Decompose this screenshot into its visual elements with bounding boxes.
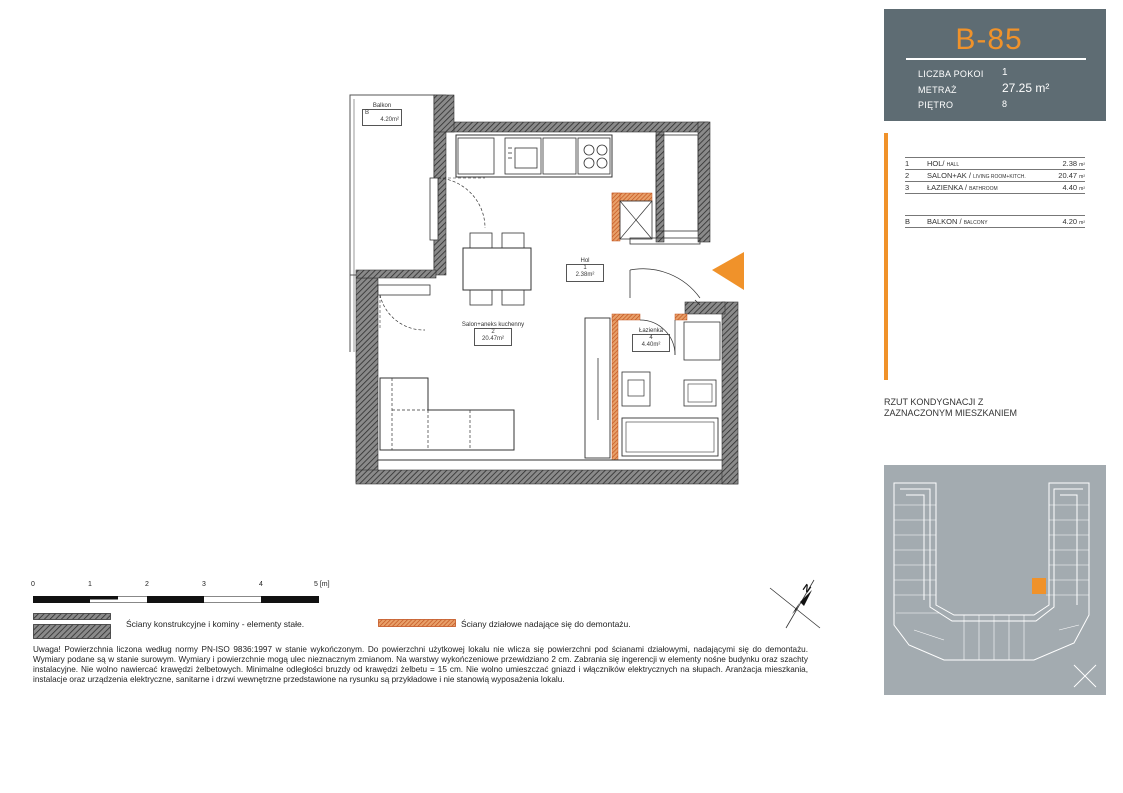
wall-balcony-bottom [356, 270, 436, 278]
unit-code: B-85 [955, 23, 1023, 56]
dining-table [463, 248, 531, 290]
sofa [380, 378, 514, 450]
bathtub [622, 418, 718, 456]
sink [505, 138, 541, 174]
table-row: 3 ŁAZIENKA / BATHROOM 4.40 m² [905, 183, 1085, 192]
key-plan-drawing [884, 465, 1106, 695]
partition-bath-top2 [675, 314, 687, 320]
partition-bath-top [612, 314, 640, 320]
wall-left [356, 278, 378, 483]
svg-text:N: N [800, 582, 813, 596]
washing-machine [684, 322, 720, 360]
hall-label: Hol 1 2.38m² [566, 258, 604, 282]
wall-bath-top [685, 302, 725, 314]
living-label: Salon+aneks kuchenny 2 20.47m² [448, 322, 538, 346]
wall-top [446, 122, 708, 132]
divider [906, 58, 1086, 60]
entry-arrow-icon [712, 252, 744, 290]
scale-tick: 1 [88, 581, 92, 588]
partition-shaft-v [612, 193, 620, 241]
floor-value: 8 [1002, 99, 1008, 109]
partition-wall-swatch [378, 619, 456, 627]
balcony-window [430, 178, 438, 240]
unit-info-panel [884, 9, 1106, 121]
wall-top-col [434, 95, 454, 132]
bath-sink [622, 372, 650, 406]
area-value: 27.25 m² [1002, 81, 1050, 95]
selected-unit-marker [1032, 578, 1046, 594]
area-label: METRAŻ [918, 85, 957, 95]
key-plan [884, 465, 1106, 695]
wall-right-upper [698, 122, 710, 242]
wall-right-lower [722, 302, 738, 484]
scale-tick: 5 [m] [314, 581, 330, 588]
legend-partition: Ściany działowe nadające się do demontażu. [461, 619, 631, 629]
partition-bath-left [612, 318, 618, 460]
fridge [458, 138, 494, 174]
legend-structural: Ściany konstrukcyjne i kominy - elementy stałe. [126, 619, 305, 629]
key-plan-title: RZUT KONDYGNACJI Z ZAZNACZONYM MIESZKANIEM [884, 397, 1018, 418]
scale-tick: 2 [145, 581, 149, 588]
balcony-label: Balkon B 4.20m² [362, 103, 402, 126]
floor-plan [330, 90, 750, 490]
cooktop [578, 138, 610, 174]
table-row: B BALKON / BALCONY 4.20 m² [905, 217, 1085, 226]
scale-tick: 4 [259, 581, 263, 588]
balcony-door [378, 285, 430, 295]
dishwasher [543, 138, 576, 174]
rooms-label: LICZBA POKOI [918, 69, 984, 79]
bath-label: Łazienka 4 4.40m² [632, 328, 670, 352]
column-shaft [656, 132, 664, 242]
north-compass-icon [766, 576, 822, 632]
structural-wall-swatch [33, 613, 111, 639]
scale-bar [33, 590, 319, 597]
disclaimer-note: Uwaga! Powierzchnia liczona według normy PN-ISO 9836:1997 w stanie wykończonym. Do powierzchni użytkowej lokalu nie wlicza się powierzchni pod ścianami działowymi, nadającymi się do demontażu. Wymiary podane są w stanie surowym. Wymiary i powierzchnie mogą ulec nieznacznym zmianom. Na warstwy wykończeniowe przewidziano 2 cm. Zabrania się ingerencji w elementy nośne budynku oraz szachty instalacyjne. Nie wolno nawiercać krawędzi żelbetowych. Minimalne odległości bruzdy od krawędzi żelbetu = 15 cm. Nie wolno umieszczać gniazd i włączników elektrycznych na słupach. Aranżacja mieszkania, instalacje oraz urządzenia elektryczne, sanitarne i drzwi wewnętrzne przedstawione na rysunku są przykładowe i nie stanowią wyposażenia lokalu. [33, 645, 808, 684]
rooms-value: 1 [1002, 67, 1008, 78]
wall-bottom [356, 470, 738, 484]
accent-bar [884, 133, 888, 380]
tall-cabinet [585, 318, 610, 458]
scale-tick: 0 [31, 581, 35, 588]
table-row: 1 HOL/ HALL 2.38 m² [905, 159, 1085, 168]
floor-label: PIĘTRO [918, 100, 954, 110]
entry-door [630, 269, 700, 298]
scale-tick: 3 [202, 581, 206, 588]
kitchen-counter [456, 135, 612, 177]
table-row: 2 SALON+AK / LIVING ROOM+KITCH. 20.47 m² [905, 171, 1085, 180]
